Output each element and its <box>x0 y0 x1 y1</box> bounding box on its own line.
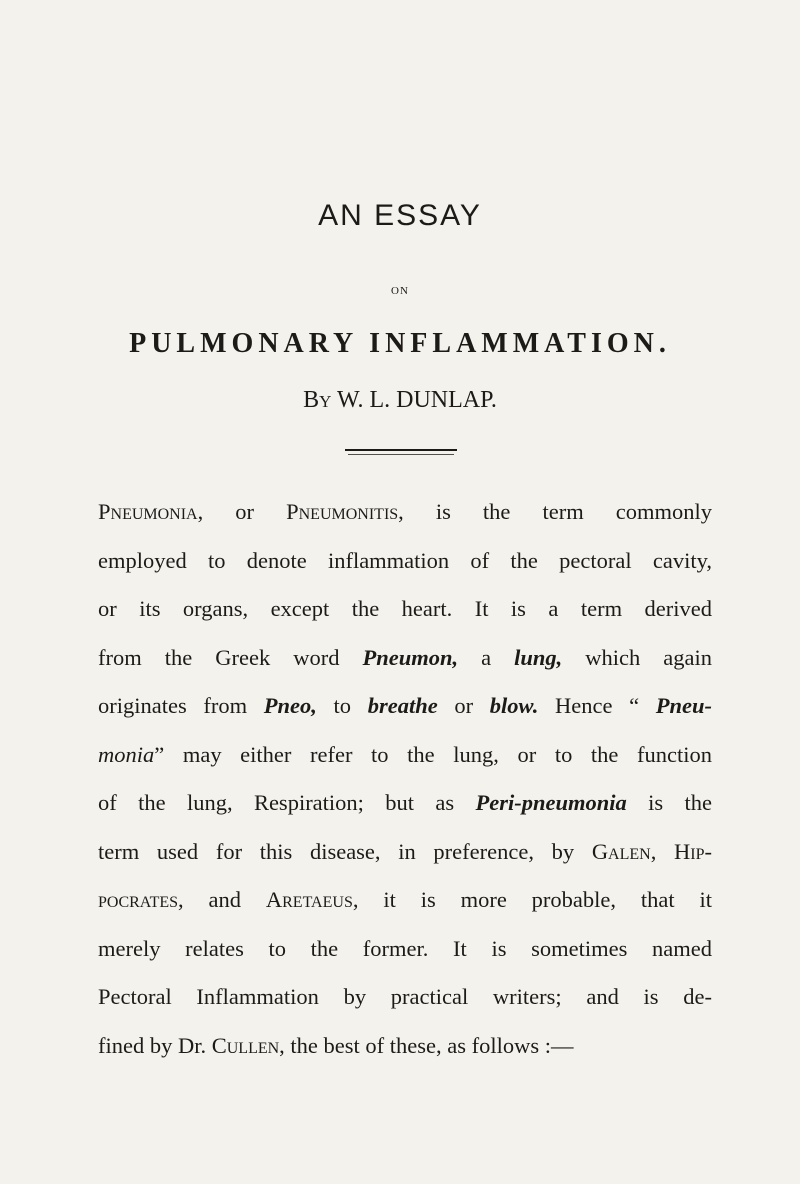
paragraph-line-10: merely relates to the former. It is sometimes named <box>98 935 712 961</box>
text-run: , <box>650 838 675 864</box>
paragraph-line-1 <box>98 488 712 537</box>
paragraph-line-8 <box>98 828 712 877</box>
term-monia: monia <box>98 741 155 767</box>
ornamental-rule-thin <box>348 454 454 455</box>
term-pneu: Pneu- <box>655 693 712 718</box>
text-run: , and <box>178 887 266 912</box>
text-run: ” may either refer to the lung, or to the function <box>154 741 712 767</box>
name-galen: Galen <box>591 838 651 864</box>
text-run: term used for this disease, in preference, by <box>98 838 592 864</box>
text-run: from the Greek word <box>98 644 363 670</box>
ornamental-rule <box>345 449 457 451</box>
term-pneumonia: Pneumonia <box>98 499 198 524</box>
term-blow: blow. <box>489 693 539 718</box>
term-pneumon: Pneumon, <box>362 644 459 670</box>
text-run: or <box>437 693 490 718</box>
text-run: of the lung, Respiration; but as <box>98 790 476 815</box>
text-run: which again <box>562 644 712 670</box>
name-hippocrates-end: pocrates <box>98 887 179 912</box>
paragraph-line-12 <box>98 1022 712 1071</box>
text-run: , the best of these, as follows :— <box>279 1032 574 1058</box>
title-connector: ON <box>391 285 409 297</box>
term-peri-pneumonia: Peri-pneumonia <box>475 790 627 815</box>
text-run: is the <box>626 790 712 815</box>
essay-title: AN ESSAY <box>318 199 482 232</box>
paragraph-line-2: employed to denote inflammation of the pectoral cavity, <box>98 547 712 573</box>
paragraph-line-4 <box>98 634 712 683</box>
by-word: By <box>303 387 332 413</box>
body-paragraph <box>98 488 712 1070</box>
term-breathe: breathe <box>367 693 438 718</box>
text-run: a <box>458 644 515 670</box>
paragraph-line-11: Pectoral Inflammation by practical writers; and is de- <box>98 984 712 1009</box>
paragraph-line-3: or its organs, except the heart. It is a term derived <box>98 596 712 621</box>
paragraph-line-7 <box>98 779 712 828</box>
name-hippocrates-start: Hip- <box>674 838 712 864</box>
text-run: , is the term commonly <box>398 499 712 524</box>
name-aretaeus: Aretaeus <box>265 887 353 912</box>
essay-subject: PULMONARY INFLAMMATION. <box>129 328 671 359</box>
author-byline <box>0 388 800 412</box>
text-run: , it is more probable, that it <box>352 887 712 912</box>
text-run: fined by Dr. <box>98 1032 212 1058</box>
paragraph-line-9 <box>98 876 712 925</box>
term-pneo: Pneo, <box>263 693 317 718</box>
text-run: originates from <box>98 693 264 718</box>
text-run: Hence “ <box>538 693 656 718</box>
term-lung: lung, <box>514 644 563 670</box>
name-cullen: Cullen <box>211 1032 280 1058</box>
paragraph-line-6 <box>98 731 712 780</box>
term-pneumonitis: Pneumonitis <box>286 499 399 524</box>
paragraph-line-5 <box>98 682 712 731</box>
author-name: W. L. DUNLAP. <box>337 387 497 413</box>
text-run: to <box>316 693 368 718</box>
text-run: , or <box>197 499 287 524</box>
